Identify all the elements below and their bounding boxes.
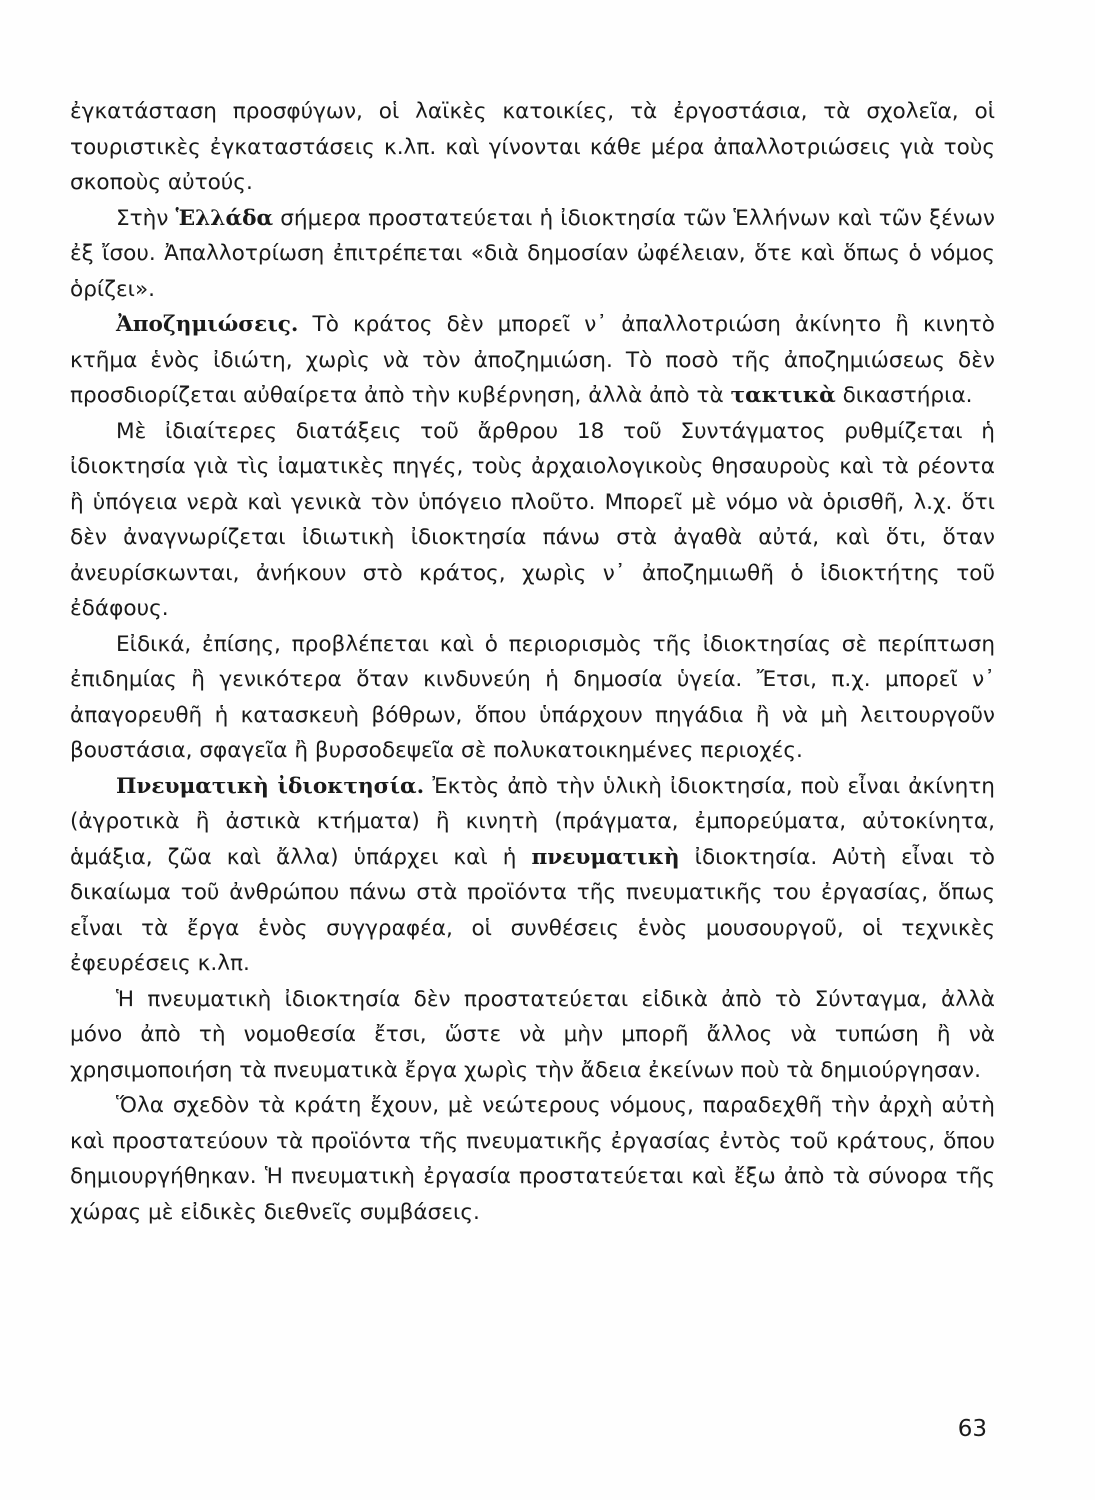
text-run: Ἡ πνευματικὴ ἰδιοκτησία δὲν προστατεύεται εἰδικὰ ἀπὸ τὸ Σύνταγμα, ἀλλὰ μόνο ἀπὸ τὴ νομοθεσία ἔτσι, ὥστε νὰ μὴν μπορῆ ἄλλος νὰ τυπώση ἢ νὰ χρησιμοποιήση τὰ πνευματικὰ ἔργα χωρὶς τὴν ἄδεια ἐκείνων ποὺ τὰ δημιούργησαν. (70, 986, 995, 1083)
text-run: Ἐκτὸς ἀπὸ τὴν ὑλικὴ ἰδιοκτησία, ποὺ εἶναι ἀκίνητη (ἀγροτικὰ ἢ ἀστικὰ κτήματα) ἢ κινητὴ (πράγματα, ἐμπορεύματα, αὐτοκίνητα, ἁμάξια, ζῶα καὶ ἄλλα) ὑπάρχει καὶ ἡ (70, 773, 995, 870)
text-run: ἰδιοκτησία. Αὐτὴ εἶναι τὸ δικαίωμα τοῦ ἀνθρώπου πάνω στὰ προϊόντα τῆς πνευματικῆς του ἐργασίας, ὅπως εἶναι τὰ ἔργα ἑνὸς συγγραφέα, οἱ συνθέσεις ἑνὸς μουσουργοῦ, οἱ τεχνικὲς ἐφευρέσεις κ.λπ. (70, 844, 995, 976)
paragraph (70, 414, 995, 627)
text-run: Μὲ ἰδιαίτερες διατάξεις τοῦ ἄρθρου 18 τοῦ Συντάγματος ρυθμίζεται ἡ ἰδιοκτησία γιὰ τὶς ἰαματικὲς πηγές, τοὺς ἀρχαιολογικοὺς θησαυροὺς καὶ τὰ ρέοντα ἢ ὑπόγεια νερὰ καὶ γενικὰ τὸν ὑπόγειο πλοῦτο. Μπορεῖ μὲ νόμο νὰ ὁρισθῆ, λ.χ. ὅτι δὲν ἀναγνωρίζεται ἰδιωτικὴ ἰδιοκτησία πάνω στὰ ἀγαθὰ αὐτά, καὶ ὅτι, ὅταν ἀνευρίσκωνται, ἀνήκουν στὸ κράτος, χωρὶς ν᾽ ἀποζημιωθῆ ὁ ἰδιοκτήτης τοῦ ἐδάφους. (70, 418, 995, 621)
text-run: Τὸ κράτος δὲν μπορεῖ ν᾽ ἀπαλλοτριώση ἀκίνητο ἢ κινητὸ κτῆμα ἑνὸς ἰδιώτη, χωρὶς νὰ τὸν ἀποζημιώση. Τὸ ποσὸ τῆς ἀποζημιώσεως δὲν προσδιορίζεται αὐθαίρετα ἀπὸ τὴν κυβέρνηση, ἀλλὰ ἀπὸ τὰ (70, 312, 995, 408)
paragraph (70, 307, 995, 414)
paragraph (70, 982, 995, 1089)
section-heading: Πνευματικὴ ἰδιοκτησία. (116, 773, 425, 799)
page-number: 63 (957, 1416, 987, 1442)
bold-term: πνευματικὴ (531, 844, 680, 870)
bold-term: Ἑλλάδα (175, 205, 274, 231)
body-text (70, 94, 995, 1230)
section-heading: Ἀποζημιώσεις. (116, 312, 299, 337)
text-run: Ὅλα σχεδὸν τὰ κράτη ἔχουν, μὲ νεώτερους νόμους, παραδεχθῆ τὴν ἀρχὴ αὐτὴ καὶ προστατεύουν τὰ προϊόντα τῆς πνευματικῆς ἐργασίας ἐντὸς τοῦ κράτους, ὅπου δημιουργήθηκαν. Ἡ πνευματικὴ ἐργασία προστατεύεται καὶ ἔξω ἀπὸ τὰ σύνορα τῆς χώρας μὲ εἰδικὲς διεθνεῖς συμβάσεις. (70, 1093, 995, 1225)
text-run: Εἰδικά, ἐπίσης, προβλέπεται καὶ ὁ περιορισμὸς τῆς ἰδιοκτησίας σὲ περίπτωση ἐπιδημίας ἢ γενικότερα ὅταν κινδυνεύη ἡ δημοσία ὑγεία. Ἔτσι, π.χ. μπορεῖ ν᾽ ἀπαγορευθῆ ἡ κατασκευὴ βόθρων, ὅπου ὑπάρχουν πηγάδια ἢ νὰ μὴ λειτουργοῦν βουστάσια, σφαγεῖα ἢ βυρσοδεψεῖα σὲ πολυκατοικημένες περιοχές. (70, 631, 995, 763)
paragraph (70, 94, 995, 201)
paragraph (70, 769, 995, 982)
text-run: Στὴν (116, 205, 176, 231)
paragraph (70, 627, 995, 769)
bold-term: τακτικὰ (730, 383, 836, 408)
text-run: ἐγκατάσταση προσφύγων, οἱ λαϊκὲς κατοικίες, τὰ ἐργοστάσια, τὰ σχολεῖα, οἱ τουριστικὲς ἐγκαταστάσεις κ.λπ. καὶ γίνονται κάθε μέρα ἀπαλλοτριώσεις γιὰ τοὺς σκοποὺς αὐτούς. (70, 99, 995, 195)
text-run: σήμερα προστατεύεται ἡ ἰδιοκτησία τῶν Ἑλλήνων καὶ τῶν ξένων ἐξ ἴσου. Ἀπαλλοτρίωση ἐπιτρέπεται «διὰ δημοσίαν ὠφέλειαν, ὅτε καὶ ὅπως ὁ νόμος ὁρίζει». (70, 205, 995, 302)
paragraph (70, 201, 995, 308)
paragraph (70, 1088, 995, 1230)
text-run: δικαστήρια. (835, 383, 973, 408)
